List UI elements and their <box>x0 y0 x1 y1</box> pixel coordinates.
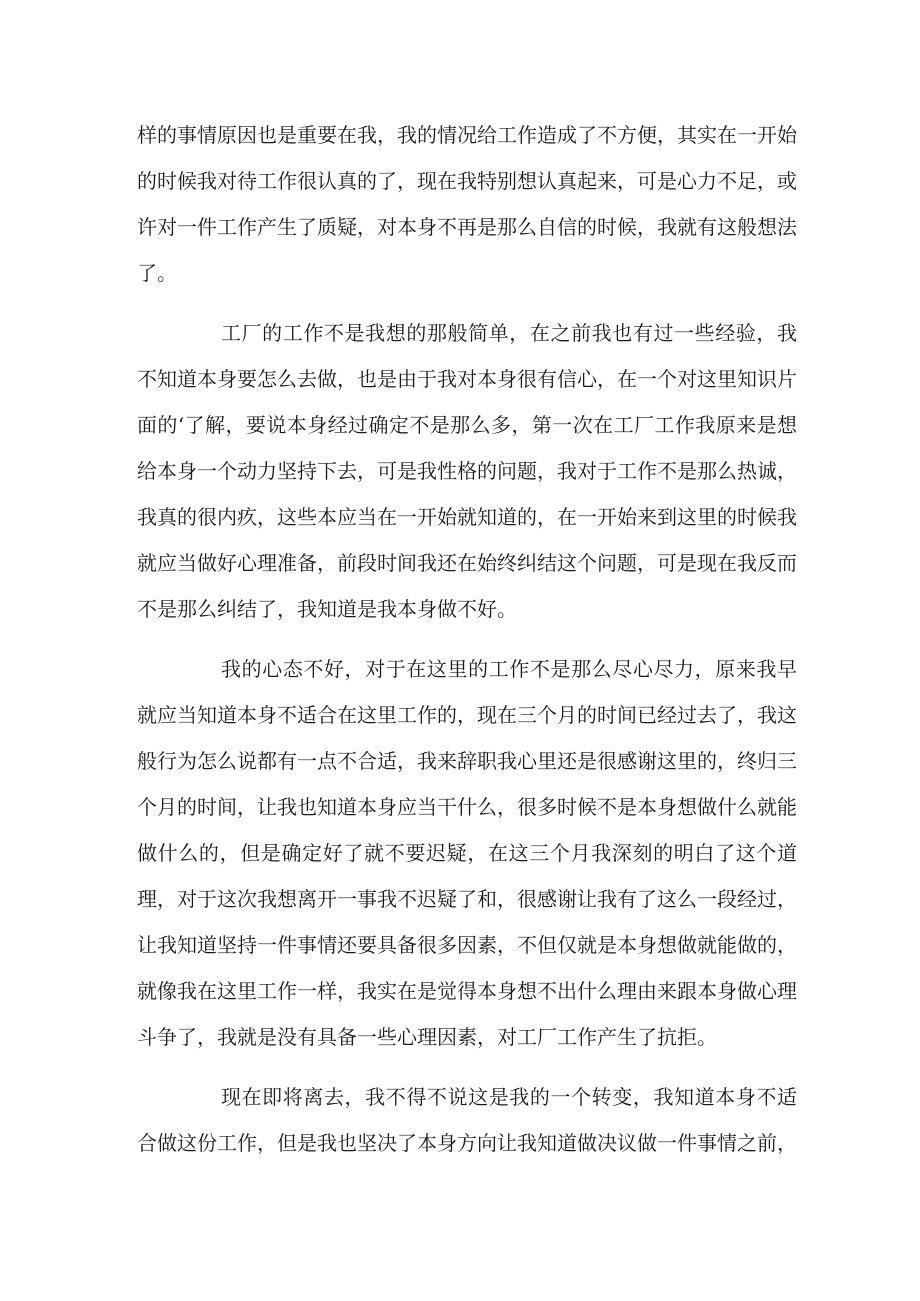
paragraph-1: 样的事情原因也是重要在我，我的情况给工作造成了不方便，其实在一开始的时候我对待工作很认真的了，现在我特别想认真起来，可是心力不足，或许对一件工作产生了质疑，对本身不再是那么自信的时候，我就有这般想法了。 <box>137 123 797 285</box>
paragraph-3: 我的心态不好，对于在这里的工作不是那么尽心尽力，原来我早就应当知道本身不适合在这里工作的，现在三个月的时间已经过去了，我这般行为怎么说都有一点不合适，我来辞职我心里还是很感谢这里的，终归三个月的时间，让我也知道本身应当干什么，很多时候不是本身想做什么就能做什么的，但是确定好了就不要迟疑，在这三个月我深刻的明白了这个道理，对于这次我想离开一事我不迟疑了和，很感谢让我有了这么一段经过，让我知道坚持一件事情还要具备很多因素，不但仅就是本身想做就能做的，就像我在这里工作一样，我实在是觉得本身想不出什么理由来跟本身做心理斗争了，我就是没有具备一些心理因素，对工厂工作产生了抗拒。 <box>137 657 797 1049</box>
document-body <box>137 112 797 1180</box>
paragraph-2: 工厂的工作不是我想的那般简单，在之前我也有过一些经验，我不知道本身要怎么去做，也是由于我对本身很有信心，在一个对这里知识片面的‘了解，要说本身经过确定不是那么多，第一次在工厂工作我原来是想给本身一个动力坚持下去，可是我性格的问题，我对于工作不是那么热诚，我真的很内疚，这些本应当在一开始就知道的，在一开始来到这里的时候我就应当做好心理准备，前段时间我还在始终纠结这个问题，可是现在我反而不是那么纠结了，我知道是我本身做不好。 <box>137 321 797 621</box>
paragraph-4: 现在即将离去，我不得不说这是我的一个转变，我知道本身不适合做这份工作，但是我也坚决了本身方向让我知道做决议做一件事情之前， <box>137 1085 797 1155</box>
